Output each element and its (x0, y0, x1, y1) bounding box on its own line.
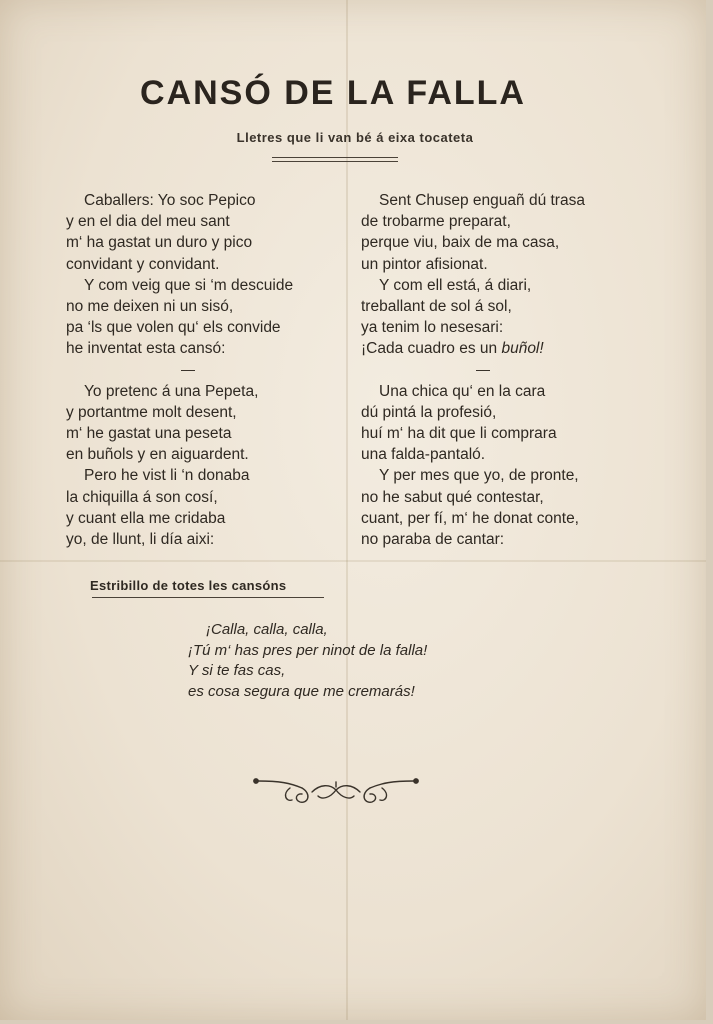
verse-line: Pero he vist li ‘n donaba (84, 467, 250, 485)
page-title: CANSÓ DE LA FALLA (140, 74, 526, 112)
verse-line: Y com veig que si ‘m descuide (84, 276, 294, 294)
verse-line: un pintor afisionat. (361, 255, 488, 273)
verse-line: ya tenim lo nesesari: (361, 319, 504, 337)
refrain-heading: Estribillo de totes les cansóns (90, 578, 287, 593)
verse-line: no paraba de cantar: (361, 531, 505, 549)
verse-line: he inventat esta cansó: (66, 340, 226, 358)
verse-line: dú pintá la profesió, (361, 403, 497, 421)
verse-line: convidant y convidant. (66, 255, 220, 273)
verse-line: no he sabut qué contestar, (361, 488, 544, 506)
title-rule-bottom (272, 161, 398, 162)
verse-line: pa ‘ls que volen qu‘ els convide (66, 319, 281, 337)
left-column (66, 190, 336, 550)
title-rule-top (272, 157, 398, 158)
refrain-line: Y si te fas cas, (188, 662, 286, 679)
verse-line: la chiquilla á son cosí, (66, 488, 218, 506)
italic-word: buñol! (501, 340, 544, 358)
refrain-block (188, 620, 427, 702)
verse-line: en buñols y en aiguardent. (66, 446, 249, 464)
verse-line: Sent Chusep enguañ dú trasa (379, 192, 585, 209)
verse-line: cuant, per fí, m‘ he donat conte, (361, 509, 579, 527)
refrain-heading-rule (92, 597, 324, 598)
refrain-line: ¡Calla, calla, calla, (206, 621, 328, 638)
verse-line: Caballers: Yo soc Pepico (84, 192, 256, 209)
verse-line-with-italic (361, 338, 651, 359)
stanza-separator (66, 360, 266, 381)
verse-line: no me deixen ni un sisó, (66, 298, 234, 316)
verse-line: m‘ he gastat una peseta (66, 425, 232, 443)
verse-line: perque viu, baix de ma casa, (361, 234, 560, 252)
verse-line: yo, de llunt, li día aixi: (66, 531, 215, 549)
verse-line: Y com ell está, á diari, (379, 276, 532, 294)
verse-line: una falda-pantaló. (361, 446, 486, 464)
verse-line: y cuant ella me cridaba (66, 509, 226, 527)
horizontal-fold (0, 560, 706, 562)
verse-line: de trobarme preparat, (361, 213, 511, 231)
verse-line: Y per mes que yo, de pronte, (379, 467, 579, 485)
verse-line: m‘ ha gastat un duro y pico (66, 234, 253, 252)
verse-text: ¡Cada cuadro es un (361, 340, 502, 358)
verse-line: huí m‘ ha dit que li comprara (361, 425, 557, 443)
right-column (361, 190, 651, 550)
scroll-flourish-icon (250, 774, 422, 815)
refrain-line: es cosa segura que me cremarás! (188, 682, 415, 700)
verse-line: treballant de sol á sol, (361, 298, 512, 316)
page-subtitle: Lletres que li van bé á eixa tocateta (236, 130, 474, 145)
vertical-fold (346, 0, 348, 1020)
verse-line: y portantme molt desent, (66, 403, 237, 421)
verse-line: y en el dia del meu sant (66, 213, 230, 231)
verse-line: Yo pretenc á una Pepeta, (84, 382, 259, 400)
refrain-line: ¡Tú m‘ has pres per ninot de la falla! (188, 641, 428, 659)
verse-line: Una chica qu‘ en la cara (379, 382, 546, 400)
stanza-separator (361, 360, 561, 381)
